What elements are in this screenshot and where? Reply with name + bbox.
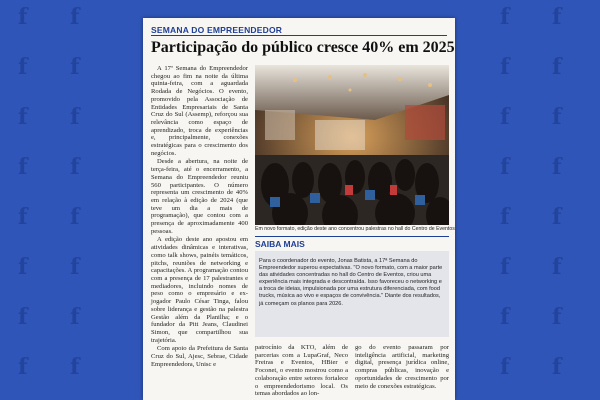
article-column-1 (151, 65, 248, 369)
f-logo-icon: f (500, 204, 510, 230)
f-logo-icon: f (70, 54, 80, 80)
f-logo-icon: f (552, 104, 562, 130)
f-logo-icon: f (552, 4, 562, 30)
f-logo-icon: f (552, 154, 562, 180)
f-logo-icon: f (18, 354, 28, 380)
f-logo-icon: f (18, 4, 28, 30)
f-logo-icon: f (552, 54, 562, 80)
f-logo-icon: f (500, 104, 510, 130)
f-logo-icon: f (70, 354, 80, 380)
saiba-mais-title: SAIBA MAIS (255, 239, 305, 249)
f-logo-icon: f (18, 154, 28, 180)
f-logo-icon: f (18, 204, 28, 230)
f-logo-icon: f (500, 354, 510, 380)
f-logo-icon: f (552, 204, 562, 230)
f-logo-icon: f (500, 54, 510, 80)
f-logo-icon: f (70, 254, 80, 280)
f-logo-icon: f (500, 154, 510, 180)
f-logo-icon: f (18, 254, 28, 280)
f-logo-icon: f (500, 304, 510, 330)
paragraph: Desde a abertura, na noite de terça-feira, até o encerramento, a Semana do Empreendedor reuniu 560 participantes. O número representa um crescimento de 40% em relação à edição de 2024 (que teve um dia a mais de programação), que contou com a presença de aproximadamente 400 pessoas. (151, 158, 248, 235)
article-column-3 (355, 344, 449, 390)
paragraph: A 17ª Semana do Empreendedor chegou ao fim na noite da última quinta-feira, com a aguardada Rodada de Negócios. O evento, promovido pela Associação de Entidades Empresariais de Santa Cruz do Sul (Assemp), reforçou sua relevância como espaço de aprendizado, troca de experiências e, principalmente, conexões estratégicas para o crescimento dos negócios. (151, 65, 248, 157)
article-column-2 (255, 344, 348, 398)
article-headline: Participação do público cresce 40% em 2025 (151, 39, 455, 56)
section-kicker: SEMANA DO EMPREENDEDOR (151, 25, 283, 35)
f-logo-icon: f (70, 4, 80, 30)
paragraph: go do evento passaram por inteligência artificial, marketing digital, presença jurídica online, compras públicas, inovação e oportunidades de crescimento por meio de conexões estratégicas. (355, 344, 449, 390)
saiba-divider (255, 236, 449, 237)
paragraph: Com apoio da Prefeitura de Santa Cruz do Sul, Ajesc, Sebrae, Cidade Empreendedora, Unisc e (151, 345, 248, 368)
kicker-divider (151, 35, 447, 36)
f-logo-icon: f (70, 154, 80, 180)
f-logo-icon: f (70, 304, 80, 330)
event-photo (255, 65, 449, 225)
f-logo-icon: f (70, 104, 80, 130)
photo-caption: Em novo formato, edição deste ano concentrou palestras no hall do Centro de Eventos (255, 226, 455, 232)
saiba-mais-text: Para o coordenador do evento, Jonas Batista, a 17ª Semana do Empreendedor superou expectativas. "O novo formato, com a maior parte das atividades concentradas no hall do Centro de Eventos, criou uma experiência mais integrada e descontraída. Isso favoreceu o networking e a troca de ideias, impulsionada por uma estrutura diferenciada, com food trucks, música ao vivo e espaços de convivência." Diante dos resultados, já começam os planos para 2026. (259, 258, 443, 307)
f-logo-icon: f (18, 104, 28, 130)
f-logo-icon: f (552, 254, 562, 280)
f-logo-icon: f (552, 304, 562, 330)
f-logo-icon: f (18, 304, 28, 330)
f-logo-icon: f (552, 354, 562, 380)
f-logo-icon: f (500, 4, 510, 30)
paragraph: patrocínio da KTO, além de parcerias com a LupaGraf, Neco Freiras e Eventos, HBier e Foconet, o evento mostrou como a colaboração entre setores fortalece o empreendedorismo local. Os temas abordados ao lon- (255, 344, 348, 398)
f-logo-icon: f (500, 254, 510, 280)
paragraph: A edição deste ano apostou em atividades dinâmicas e interativas, como talk shows, painéis temáticos, pitchs, reuniões de networking e capacitações. A programação contou com a presença de 17 palestrantes e mediadores, incluindo nomes de peso como o empresário e ex-jogador Paulo César Tinga, falou sobre liderança e gestão na palestra Gestão além da Planilha; e o fundador da Pitt Jeans, Claudinei Simon, que compartilhou sua trajetória. (151, 236, 248, 344)
f-logo-icon: f (70, 204, 80, 230)
f-logo-icon: f (18, 54, 28, 80)
newspaper-page (143, 18, 455, 400)
